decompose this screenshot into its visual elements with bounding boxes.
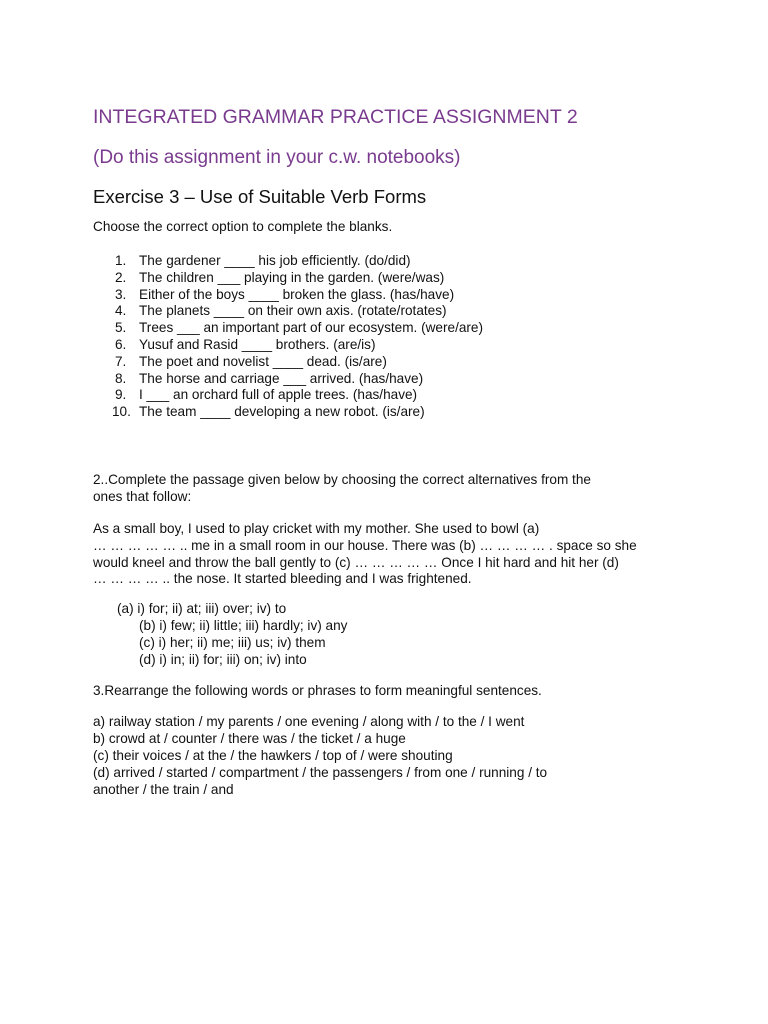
option-line: (d) i) in; ii) for; iii) on; iv) into bbox=[139, 652, 307, 667]
list-item-text: The team ____ developing a new robot. (is/are) bbox=[139, 404, 425, 420]
rearrange-line: (d) arrived / started / compartment / the passengers / from one / running / to bbox=[93, 765, 548, 780]
list-item-number: 3. bbox=[115, 286, 127, 302]
list-item-number: 6. bbox=[115, 337, 127, 352]
list-item-number: 10. bbox=[112, 404, 131, 420]
list-item-text: Trees ___ an important part of our ecosystem. (were/are) bbox=[139, 320, 484, 336]
list-item-text: Either of the boys ____ broken the glass. (has/have) bbox=[139, 286, 455, 302]
list-item-number: 1. bbox=[115, 253, 127, 268]
document-title: INTEGRATED GRAMMAR PRACTICE ASSIGNMENT 2 bbox=[93, 106, 578, 128]
document-subtitle: (Do this assignment in your c.w. notebooks) bbox=[93, 147, 461, 168]
section3-instruction: 3.Rearrange the following words or phrases to form meaningful sentences. bbox=[93, 683, 542, 698]
rearrange-line: another / the train / and bbox=[93, 782, 234, 797]
passage-line: … … … … … .. me in a small room in our house. There was (b) … … … … . space so she bbox=[93, 538, 637, 553]
list-item-text: The planets ____ on their own axis. (rotate/rotates) bbox=[139, 303, 447, 319]
list-item-text: The children ___ playing in the garden. (were/was) bbox=[139, 269, 445, 285]
list-item-text: Yusuf and Rasid ____ brothers. (are/is) bbox=[139, 337, 376, 352]
rearrange-line: b) crowd at / counter / there was / the ticket / a huge bbox=[93, 731, 406, 746]
passage-line: would kneel and throw the ball gently to (c) … … … … … Once I hit hard and hit her (d) bbox=[93, 555, 619, 570]
passage-line: As a small boy, I used to play cricket with my mother. She used to bowl (a) bbox=[93, 521, 540, 536]
list-item-text: I ___ an orchard full of apple trees. (has/have) bbox=[139, 387, 418, 403]
list-item-number: 2. bbox=[115, 269, 127, 285]
rearrange-line: (c) their voices / at the / the hawkers / top of / were shouting bbox=[93, 748, 453, 763]
section2-instruction-line: ones that follow: bbox=[93, 489, 192, 504]
option-line: (c) i) her; ii) me; iii) us; iv) them bbox=[139, 635, 326, 650]
list-item-number: 4. bbox=[115, 303, 127, 319]
list-item-number: 9. bbox=[115, 387, 127, 403]
list-item-text: The poet and novelist ____ dead. (is/are) bbox=[139, 353, 387, 369]
list-item-text: The gardener ____ his job efficiently. (do/did) bbox=[139, 253, 411, 268]
list-item-number: 7. bbox=[115, 353, 127, 369]
list-item-text: The horse and carriage ___ arrived. (has/have) bbox=[139, 370, 424, 386]
passage-line: … … … … .. the nose. It started bleeding and I was frightened. bbox=[93, 571, 472, 586]
exercise-heading: Exercise 3 – Use of Suitable Verb Forms bbox=[93, 186, 427, 207]
option-line: (a) i) for; ii) at; iii) over; iv) to bbox=[117, 601, 287, 616]
list-item-number: 8. bbox=[115, 370, 127, 386]
section2-instruction-line: 2..Complete the passage given below by choosing the correct alternatives from the bbox=[93, 472, 591, 487]
rearrange-line: a) railway station / my parents / one evening / along with / to the / I went bbox=[93, 714, 525, 729]
exercise-instruction: Choose the correct option to complete the blanks. bbox=[93, 219, 393, 234]
option-line: (b) i) few; ii) little; iii) hardly; iv) any bbox=[139, 618, 348, 633]
list-item-number: 5. bbox=[115, 320, 127, 336]
